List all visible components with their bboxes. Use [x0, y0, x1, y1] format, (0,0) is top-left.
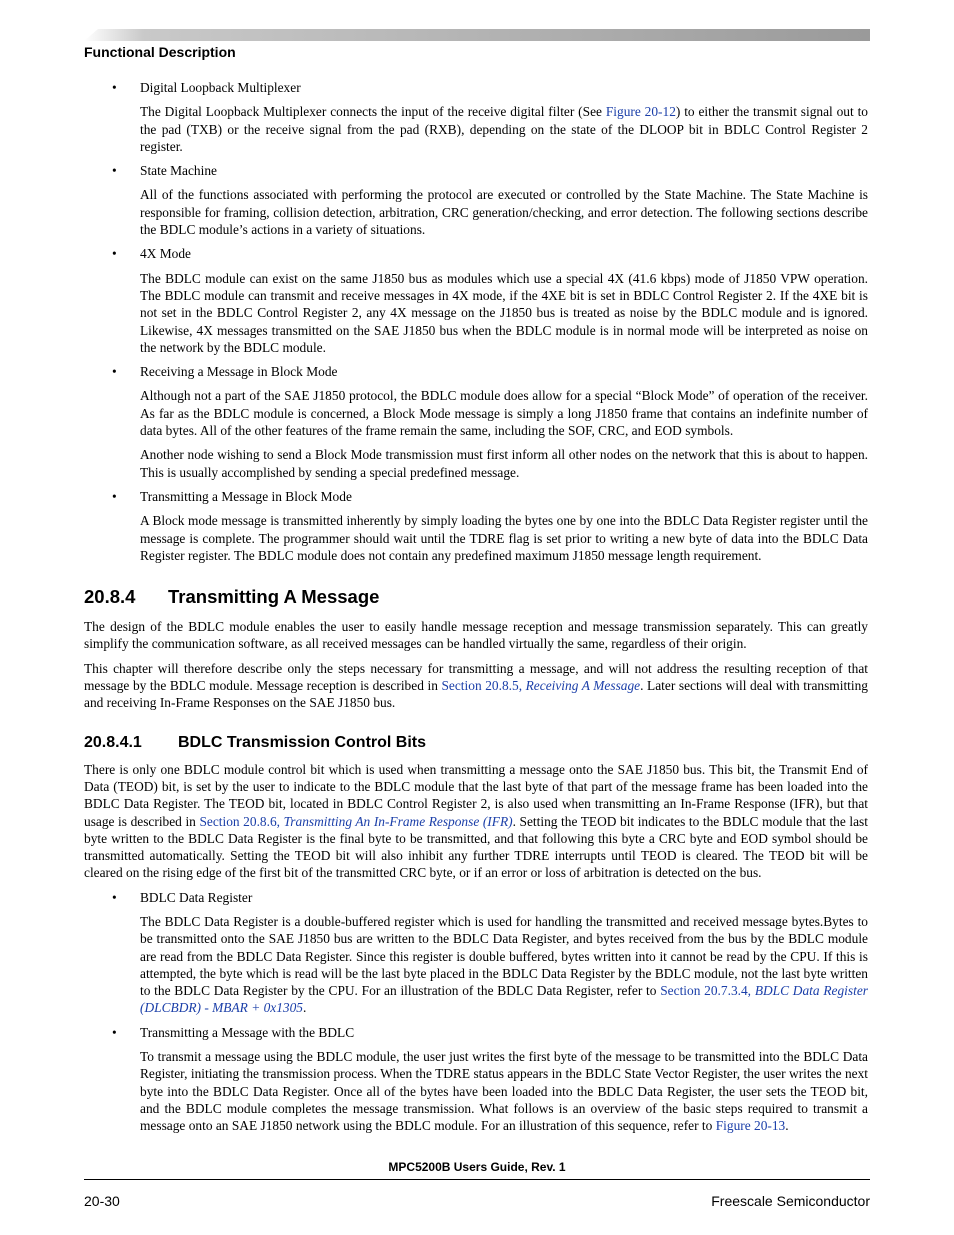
bullet-item: • Digital Loopback Multiplexer [84, 79, 868, 96]
figure-link[interactable]: Figure 20-13 [715, 1118, 786, 1134]
footer-doc-title: MPC5200B Users Guide, Rev. 1 [388, 1160, 566, 1174]
bullet-item: • 4X Mode [84, 245, 868, 262]
page-content [84, 79, 868, 1142]
running-head: Functional Description [84, 44, 236, 60]
figure-link[interactable]: Figure 20-12 [605, 104, 676, 120]
section-link[interactable]: Section 20.8.5, Receiving A Message [441, 678, 641, 694]
bullet-item: • Receiving a Message in Block Mode [84, 363, 868, 380]
subsection-title: BDLC Transmission Control Bits [178, 733, 427, 751]
bullet-item: • BDLC Data Register [84, 889, 868, 906]
body-paragraph: This chapter will therefore describe only the steps necessary for transmitting a message, and will not address the resulting reception of that message by the BDLC module. Message reception is described in Section 20.8.5, Receiving A Message. Later sections will deal with transmitting and receiving In-Frame Responses on the SAE J1850 bus. [84, 660, 868, 711]
bullet-paragraph: The BDLC Data Register is a double-buffered register which is used for handling the transmitted and received message bytes.Bytes to be transmitted onto the SAE J1850 bus are written to the BDLC Data Register, and bytes received from the bus by the BDLC module are read from the BDLC Data Register. Since this register is double buffered, bytes written into it cannot be read by the CPU. If this is attempted, the byte which is read will be the last byte placed in the BDLC Data Register by the BDLC module, not the last byte written to the BDLC Data Register by the CPU. For an illustration of the BDLC Data Register, refer to Section 20.7.3.4, BDLC Data Register (DLCBDR) - MBAR + 0x1305. [140, 913, 868, 1016]
bullet-item: • Transmitting a Message in Block Mode [84, 488, 868, 505]
bullet-paragraph: All of the functions associated with performing the protocol are executed or controlled by the State Machine. The State Machine is responsible for framing, collision detection, arbitration, CRC generation/checking, and error detection. The following sections describe the BDLC module’s actions in a variety of situations. [140, 187, 868, 238]
section-heading [84, 586, 868, 608]
section-link[interactable]: Section 20.8.6, Transmitting An In-Frame Response (IFR) [199, 813, 513, 829]
bullet-paragraph: The BDLC module can exist on the same J1850 bus as modules which use a special 4X (41.6 kbps) mode of J1850 VPW operation. The BDLC module can transmit and receive messages in 4X mode, if the 4XE bit is set in BDLC Control Register 2. If the 4XE bit is not set in the BDLC Control Register 2, any 4X message on the J1850 bus is treated as noise by the BDLC module and is ignored. Likewise, 4X messages transmitted on the SAE J1850 bus when the BDLC module is in normal mode will be interpreted as noise on the network by the BDLC module. [140, 270, 868, 355]
body-paragraph: The design of the BDLC module enables the user to easily handle message reception and message transmission separately. This can greatly simplify the communication software, as all received messages can be handled virtually the same, regardless of their origin. [84, 619, 868, 652]
subsection-number: 20.8.4.1 [84, 733, 142, 751]
footer-rule [84, 1179, 870, 1180]
bullet-paragraph: A Block mode message is transmitted inherently by simply loading the bytes one by one into the BDLC Data Register register until the message is complete. The programmer should wait until the TDRE flag is set prior to writing a new byte of data into the BDLC Data Register register. The BDLC module does not contain any predefined maximum J1850 message length requirement. [140, 513, 868, 563]
bullet-paragraph: To transmit a message using the BDLC module, the user just writes the first byte of the message to be transmitted into the BDLC Data Register, initiating the transmission process. When the TDRE status appears in the BDLC State Vector Register, the user writes the next byte into the BDLC Data Register. Once all of the bytes have been loaded into the BDLC Data Register, the user sets the TEOD bit, and the BDLC module completes the message transmission. What follows is an overview of the basic steps required to transmit a message onto an SAE J1850 network using the BDLC module. For an illustration of this sequence, refer to Figure 20-13. [140, 1049, 868, 1134]
page-number: 20-30 [84, 1193, 120, 1209]
header-bar [84, 29, 870, 41]
body-paragraph: There is only one BDLC module control bit which is used when transmitting a message onto the SAE J1850 bus. This bit, the Transmit End of Data (TEOD) bit, is set by the user to indicate to the BDLC module that the last byte of that part of the message frame has been loaded into the BDLC Data Register. The TEOD bit, located in BDLC Control Register 2, is also used when transmitting an In-Frame Response (IFR), but that usage is described in Section 20.8.6, Transmitting An In-Frame Response (IFR). Setting the TEOD bit indicates to the BDLC module that the last byte written to the BDLC Data Register is the final byte to be transmitted, and that following this byte a CRC byte and EOD symbol should be transmitted automatically. Setting the TEOD bit will also inhibit any further TDRE interrupts until TEOD is cleared. The TEOD bit will be cleared on the rising edge of the first bit of the transmitted CRC byte, or if an error or loss of arbitration is detected on the bus. [84, 761, 868, 881]
footer-company: Freescale Semiconductor [711, 1193, 870, 1209]
bullet-paragraph: Another node wishing to send a Block Mode transmission must first inform all other nodes on the network that this is about to happen. This is usually accomplished by sending a special predefined message. [140, 447, 868, 480]
bullet-item: • State Machine [84, 162, 868, 179]
bullet-item: • Transmitting a Message with the BDLC [84, 1024, 868, 1041]
bullet-paragraph: The Digital Loopback Multiplexer connects the input of the receive digital filter (See Figure 20-12) to either the transmit signal out to the pad (TXB) or the receive signal from the pad (RXB), depending on the state of the DLOOP bit in BDLC Control Register 2 register. [140, 104, 868, 154]
section-number: 20.8.4 [84, 586, 136, 608]
bullet-paragraph: Although not a part of the SAE J1850 protocol, the BDLC module does allow for a special “Block Mode” of operation of the receiver. As far as the BDLC module is concerned, a Block Mode message is simply a long J1850 frame that contains an indefinite number of data bytes. All of the other features of the frame remain the same, including the SOF, CRC, and EOD symbols. [140, 388, 868, 439]
section-title: Transmitting A Message [168, 586, 380, 608]
subsection-heading [84, 733, 868, 753]
section-link[interactable]: Section 20.7.3.4, BDLC Data Register (DLCBDR) - MBAR + 0x1305 [140, 983, 868, 1016]
